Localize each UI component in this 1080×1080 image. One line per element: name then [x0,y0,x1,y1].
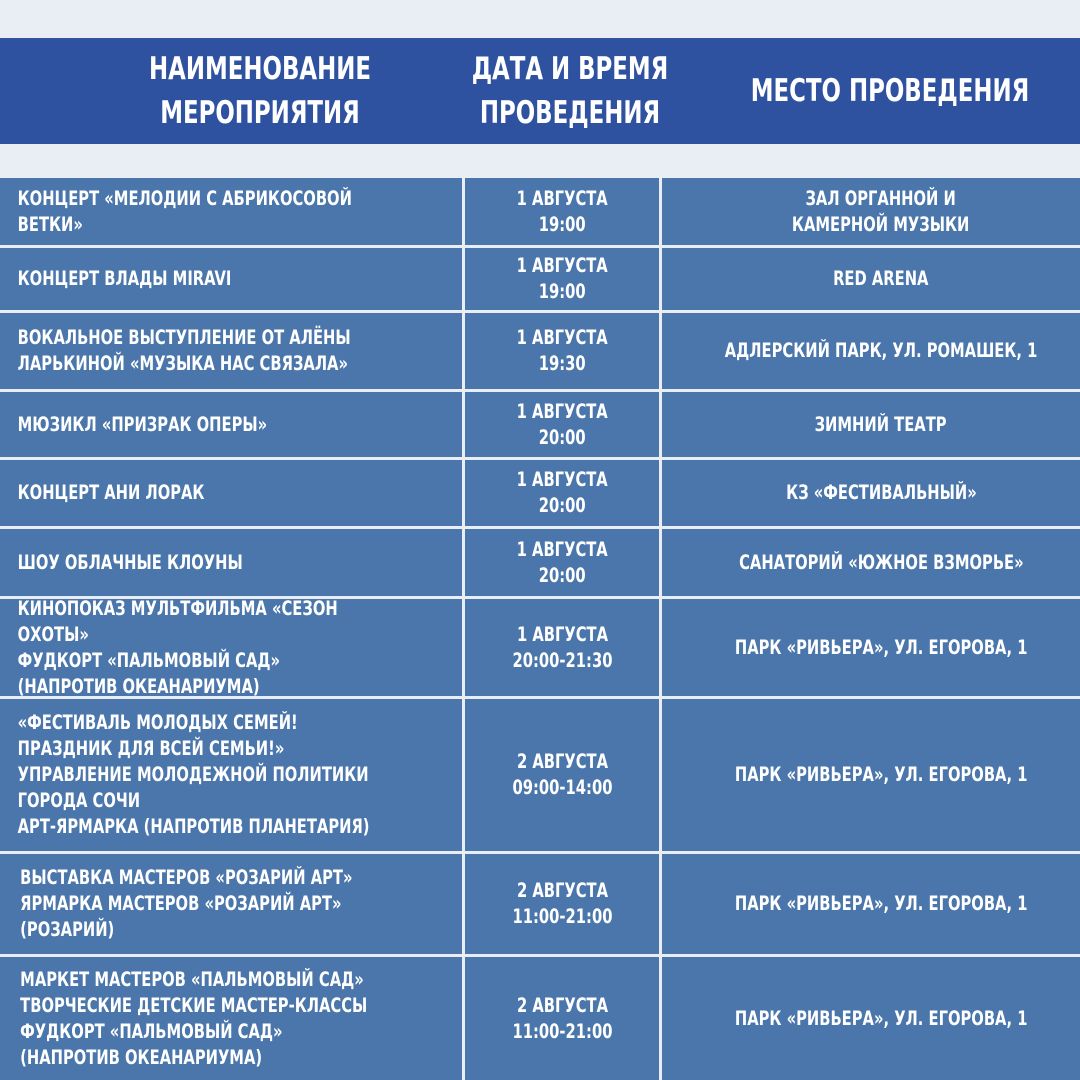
venue-cell [662,599,1080,696]
event-datetime: 1 АВГУСТА 20:00 [516,399,608,449]
table-row [0,313,1080,389]
date-time-cell [465,854,659,954]
event-datetime: 2 АВГУСТА 09:00-14:00 [512,750,612,799]
event-name-cell [0,854,462,954]
event-name-cell [0,957,462,1080]
venue-cell [662,529,1080,596]
event-venue: АДЛЕРСКИЙ ПАРК, УЛ. РОМАШЕК, 1 [724,339,1038,362]
venue-cell [662,957,1080,1080]
table-header [0,38,1080,144]
event-name: МАРКЕТ МАСТЕРОВ «ПАЛЬМОВЫЙ САД» ТВОРЧЕСКИЕ ДЕТСКИЕ МАСТЕР-КЛАССЫ ФУДКОРТ «ПАЛЬМОВЫЙ САД» (НАПРОТИВ ОКЕАНАРИУМА) [20,967,368,1069]
venue-cell [662,313,1080,389]
event-venue: ПАРК «РИВЬЕРА», УЛ. ЕГОРОВА, 1 [734,1006,1028,1030]
event-datetime: 1 АВГУСТА 19:30 [516,326,608,375]
date-time-cell [465,313,659,389]
event-datetime: 2 АВГУСТА 11:00-21:00 [512,879,612,928]
date-time-cell [465,957,659,1080]
table-row [0,460,1080,526]
date-time-cell [465,699,659,851]
event-name-cell [0,699,462,851]
table-row [0,248,1080,310]
event-name: ШОУ ОБЛАЧНЫЕ КЛОУНЫ [17,550,243,574]
event-name: КОНЦЕРТ «МЕЛОДИИ С АБРИКОСОВОЙ ВЕТКИ» [17,186,352,236]
table-row [0,957,1080,1080]
venue-cell [662,178,1080,245]
date-time-cell [465,599,659,696]
date-time-cell [465,529,659,596]
table-row [0,392,1080,457]
event-venue: ЗАЛ ОРГАННОЙ И КАМЕРНОЙ МУЗЫКИ [792,186,970,236]
header-event-name: НАИМЕНОВАНИЕ МЕРОПРИЯТИЯ [149,51,371,131]
header-venue: МЕСТО ПРОВЕДЕНИЯ [750,73,1030,109]
event-name: ВОКАЛЬНОЕ ВЫСТУПЛЕНИЕ ОТ АЛЁНЫ ЛАРЬКИНОЙ «МУЗЫКА НАС СВЯЗАЛА» [17,326,351,375]
event-name-cell [0,392,462,457]
date-time-cell [465,460,659,526]
event-datetime: 1 АВГУСТА 19:00 [516,186,608,236]
event-datetime: 1 АВГУСТА 20:00 [516,468,608,517]
event-name-cell [0,313,462,389]
event-name: КИНОПОКАЗ МУЛЬТФИЛЬМА «СЕЗОН ОХОТЫ» ФУДКОРТ «ПАЛЬМОВЫЙ САД» (НАПРОТИВ ОКЕАНАРИУМА) [17,596,338,698]
event-name-cell [0,178,462,245]
header-date-time: ДАТА И ВРЕМЯ ПРОВЕДЕНИЯ [471,51,669,131]
date-time-cell [465,392,659,457]
event-venue: ПАРК «РИВЬЕРА», УЛ. ЕГОРОВА, 1 [734,635,1028,659]
venue-cell [662,248,1080,310]
event-venue: ПАРК «РИВЬЕРА», УЛ. ЕГОРОВА, 1 [734,763,1028,786]
event-name: ВЫСТАВКА МАСТЕРОВ «РОЗАРИЙ АРТ» ЯРМАРКА МАСТЕРОВ «РОЗАРИЙ АРТ» (РОЗАРИЙ) [20,866,353,941]
event-venue: RED ARENA [833,267,929,290]
event-venue: ЗИМНИЙ ТЕАТР [815,412,947,436]
event-name: КОНЦЕРТ АНИ ЛОРАК [17,481,205,504]
event-datetime: 1 АВГУСТА 20:00-21:30 [512,622,612,672]
table-row [0,596,1080,698]
event-venue: КЗ «ФЕСТИВАЛЬНЫЙ» [785,481,977,504]
event-name-cell [0,248,462,310]
event-datetime: 2 АВГУСТА 11:00-21:00 [512,993,612,1043]
venue-cell [662,854,1080,954]
event-name: МЮЗИКЛ «ПРИЗРАК ОПЕРЫ» [17,412,268,436]
event-venue: ПАРК «РИВЬЕРА», УЛ. ЕГОРОВА, 1 [734,892,1028,915]
event-name-cell [0,460,462,526]
date-time-cell [465,248,659,310]
event-name: «ФЕСТИВАЛЬ МОЛОДЫХ СЕМЕЙ! ПРАЗДНИК ДЛЯ ВСЕЙ СЕМЬИ!» УПРАВЛЕНИЕ МОЛОДЕЖНОЙ ПОЛИТИКИ ГОРОДА СОЧИ АРТ-ЯРМАРКА (НАПРОТИВ ПЛАНЕТАРИЯ) [17,711,370,838]
venue-cell [662,392,1080,457]
event-name: КОНЦЕРТ ВЛАДЫ MIRAVI [17,267,232,290]
event-name-cell [0,596,462,698]
venue-cell [662,460,1080,526]
event-venue: САНАТОРИЙ «ЮЖНОЕ ВЗМОРЬЕ» [738,550,1024,574]
event-name-cell [0,529,462,596]
venue-cell [662,699,1080,851]
event-datetime: 1 АВГУСТА 19:00 [516,254,608,303]
table-row [0,529,1080,596]
table-row [0,854,1080,954]
event-datetime: 1 АВГУСТА 20:00 [516,537,608,587]
table-row [0,178,1080,245]
table-row [0,699,1080,851]
date-time-cell [465,178,659,245]
